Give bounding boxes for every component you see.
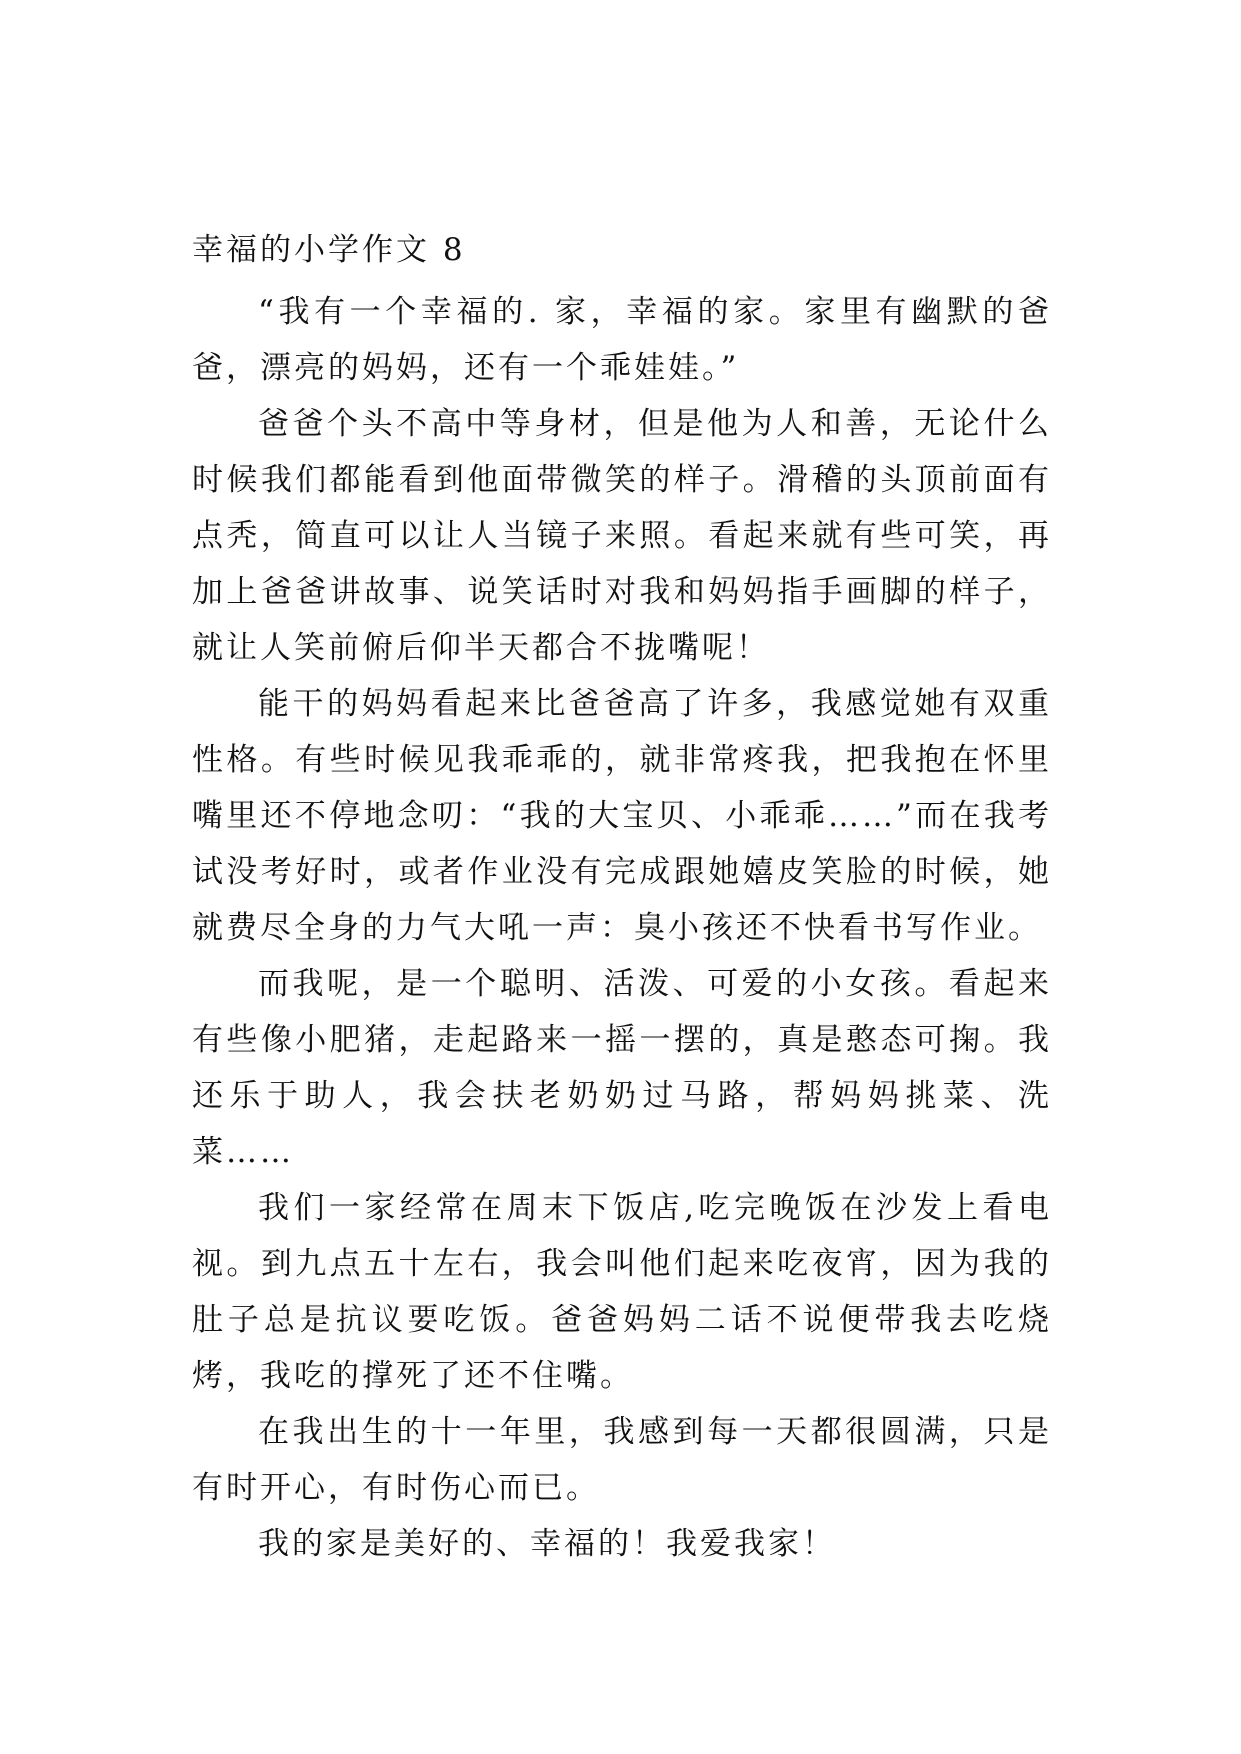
essay-title: 幸福的小学作文 8	[192, 232, 466, 268]
paragraph-1: “我有一个幸福的. 家，幸福的家。家里有幽默的爸爸，漂亮的妈妈，还有一个乖娃娃。”	[192, 294, 1052, 386]
paragraph-6: 在我出生的十一年里，我感到每一天都很圆满，只是有时开心，有时伤心而已。	[192, 1414, 1052, 1506]
paragraph-3: 能干的妈妈看起来比爸爸高了许多，我感觉她有双重性格。有些时候见我乖乖的，就非常疼我，把我抱在怀里嘴里还不停地念叨：“我的大宝贝、小乖乖……”而在我考试没考好时，或者作业没有完成跟她嬉皮笑脸的时候，她就费尽全身的力气大吼一声：臭小孩还不快看书写作业。	[192, 686, 1052, 946]
essay-body	[192, 222, 1052, 1572]
paragraph-4: 而我呢，是一个聪明、活泼、可爱的小女孩。看起来有些像小肥猪，走起路来一摇一摆的，真是憨态可掬。我还乐于助人，我会扶老奶奶过马路，帮妈妈挑菜、洗菜……	[192, 966, 1052, 1170]
paragraph-5: 我们一家经常在周末下饭店,吃完晚饭在沙发上看电视。到九点五十左右，我会叫他们起来吃夜宵，因为我的肚子总是抗议要吃饭。爸爸妈妈二话不说便带我去吃烧烤，我吃的撑死了还不住嘴。	[192, 1190, 1052, 1394]
paragraph-7: 我的家是美好的、幸福的！我爱我家！	[258, 1526, 836, 1562]
paragraph-2: 爸爸个头不高中等身材，但是他为人和善，无论什么时候我们都能看到他面带微笑的样子。滑稽的头顶前面有点秃，简直可以让人当镜子来照。看起来就有些可笑，再加上爸爸讲故事、说笑话时对我和妈妈指手画脚的样子，就让人笑前俯后仰半天都合不拢嘴呢！	[192, 406, 1052, 666]
